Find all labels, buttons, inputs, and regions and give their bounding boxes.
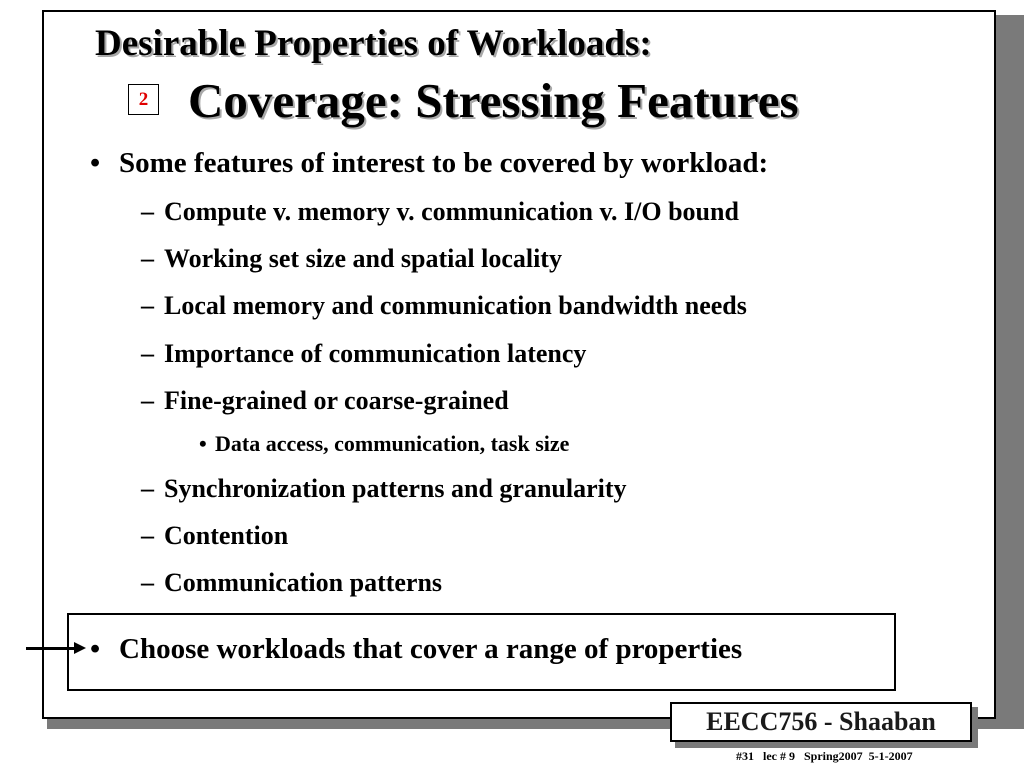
subbullet-communication-patterns — [141, 568, 442, 598]
course-label: EECC756 - Shaaban — [670, 702, 972, 742]
subbullet-text: Communication patterns — [164, 568, 443, 597]
subsubbullet-text: Data access, communication, task size — [215, 431, 570, 456]
dash-mark: – — [141, 339, 154, 368]
subsubbullet-data-access — [199, 431, 569, 457]
dash-mark: – — [141, 521, 154, 550]
subbullet-text: Local memory and communication bandwidth needs — [164, 291, 747, 320]
dash-mark: – — [141, 291, 154, 320]
slide-footer: #31 lec # 9 Spring2007 5-1-2007 — [736, 749, 913, 763]
arrow-head-icon — [74, 642, 86, 654]
slide-title-line1: Desirable Properties of Workloads: — [95, 23, 652, 64]
subbullet-bandwidth — [141, 291, 747, 321]
dash-mark: – — [141, 568, 154, 597]
subbullet-compute-bound — [141, 197, 739, 227]
bullet-mark: • — [90, 633, 101, 665]
subbullet-text: Synchronization patterns and granularity — [164, 474, 627, 503]
subbullet-text: Compute v. memory v. communication v. I/O bound — [164, 197, 739, 226]
dash-mark: – — [141, 197, 154, 226]
number-badge: 2 — [128, 84, 159, 115]
subbullet-text: Contention — [164, 521, 289, 550]
subbullet-working-set — [141, 244, 562, 274]
subbullet-grain — [141, 386, 509, 416]
slide-title-line2: Coverage: Stressing Features — [188, 73, 799, 128]
dash-mark: – — [141, 474, 154, 503]
subbullet-contention — [141, 521, 288, 551]
bullet-features-of-interest — [90, 146, 768, 180]
bullet-mark: • — [90, 147, 101, 179]
bullet-text: Some features of interest to be covered by workload: — [119, 147, 769, 179]
bullet-text: Choose workloads that cover a range of properties — [119, 633, 743, 665]
pointer-arrow-icon — [26, 647, 76, 650]
bullet-choose-workloads — [90, 632, 742, 666]
dash-mark: – — [141, 386, 154, 415]
bullet-mark: • — [199, 431, 207, 456]
subbullet-text: Importance of communication latency — [164, 339, 587, 368]
subbullet-text: Working set size and spatial locality — [164, 244, 562, 273]
subbullet-latency — [141, 339, 586, 369]
subbullet-text: Fine-grained or coarse-grained — [164, 386, 509, 415]
subbullet-synchronization — [141, 474, 627, 504]
dash-mark: – — [141, 244, 154, 273]
